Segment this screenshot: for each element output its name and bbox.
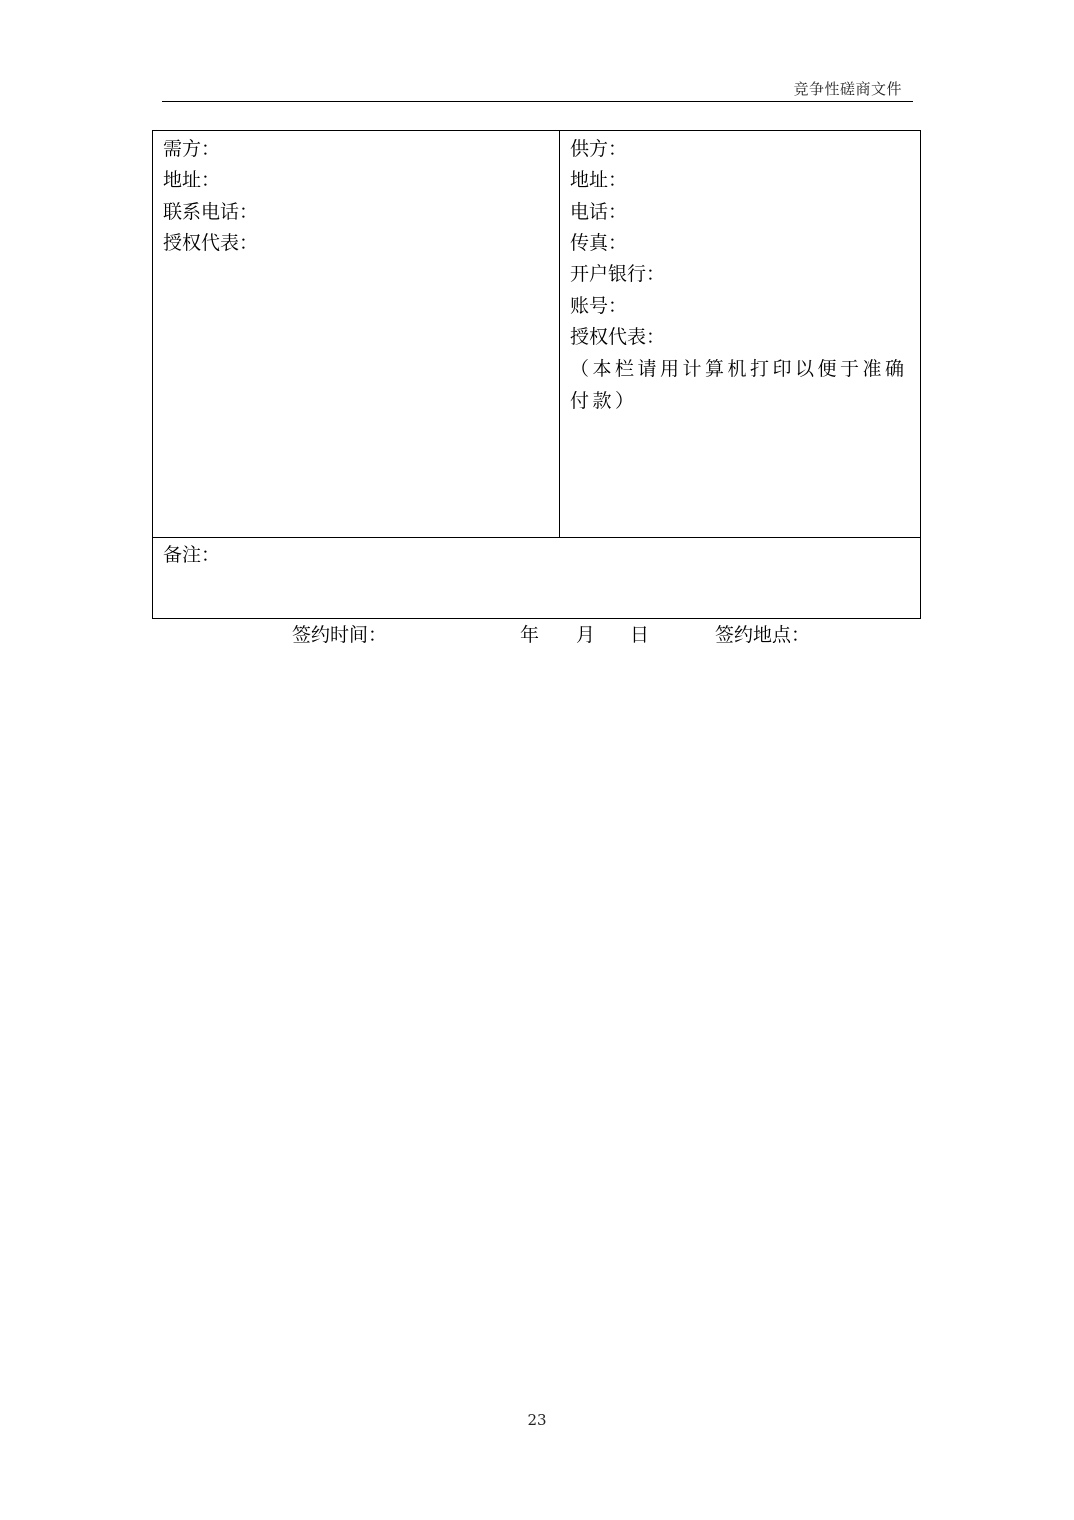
signing-time-label: 签约时间： [292, 624, 388, 646]
supplier-phone-label: 电话： [570, 201, 628, 223]
signing-day-label: 日 [630, 624, 650, 646]
supplier-party-label: 供方： [570, 138, 628, 160]
buyer-address-label: 地址： [163, 169, 221, 191]
supplier-bank-label: 开户银行： [570, 263, 666, 285]
supplier-address-label: 地址： [570, 169, 628, 191]
signing-year-label: 年 [520, 624, 540, 646]
header-divider [162, 101, 913, 102]
remarks-label: 备注： [163, 544, 221, 566]
supplier-print-note: （本栏请用计算机打印以便于准确付款） [570, 358, 908, 412]
buyer-representative-label: 授权代表： [163, 232, 259, 254]
supplier-fax-label: 传真： [570, 232, 628, 254]
buyer-cell [153, 131, 560, 537]
contract-party-table [152, 130, 921, 619]
signing-place-label: 签约地点： [715, 624, 811, 646]
remarks-cell [153, 537, 920, 618]
signing-month-label: 月 [576, 624, 596, 646]
supplier-cell [560, 131, 920, 537]
buyer-phone-label: 联系电话： [163, 201, 259, 223]
page-number: 23 [527, 1411, 547, 1429]
document-header-title: 竞争性磋商文件 [793, 80, 902, 98]
supplier-account-label: 账号： [570, 295, 628, 317]
supplier-representative-label: 授权代表： [570, 326, 666, 348]
buyer-party-label: 需方： [163, 138, 221, 160]
